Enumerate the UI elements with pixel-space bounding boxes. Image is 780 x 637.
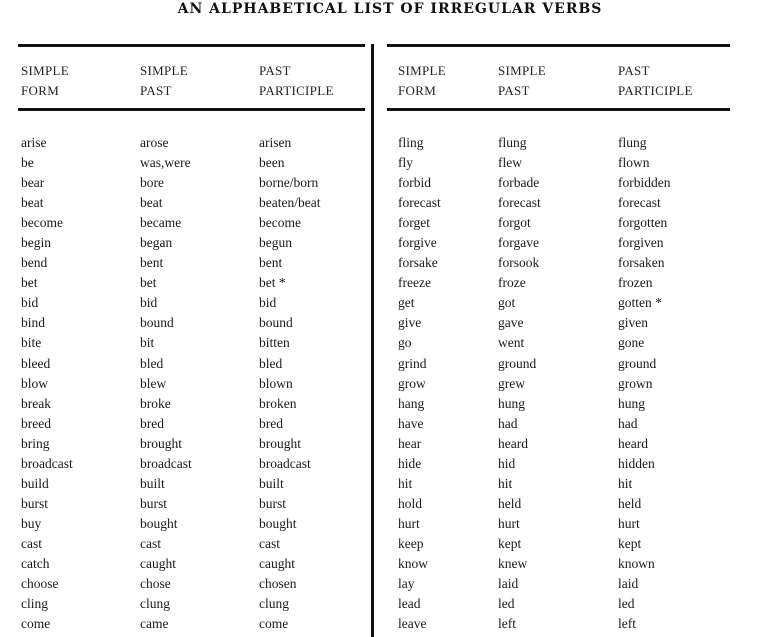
simple-form-cell: bring: [21, 435, 50, 451]
simple-form-cell: grind: [398, 355, 427, 371]
simple-form-cell: have: [398, 415, 424, 431]
simple-past-cell: flew: [498, 155, 522, 171]
table-row: [387, 213, 730, 233]
past-participle-cell: forgiven: [618, 235, 664, 251]
past-participle-cell: bound: [259, 315, 293, 331]
past-participle-cell: chosen: [259, 576, 297, 592]
simple-form-cell: catch: [21, 555, 50, 571]
simple-form-cell: bend: [21, 255, 48, 271]
table-row: [18, 354, 365, 374]
past-participle-cell: blown: [259, 375, 293, 391]
simple-form-cell: burst: [21, 495, 48, 511]
simple-form-cell: fling: [398, 135, 424, 150]
past-participle-cell: frozen: [618, 275, 653, 291]
simple-past-cell: burst: [140, 495, 167, 511]
past-participle-cell: cast: [259, 535, 280, 551]
simple-form-cell: get: [398, 295, 415, 311]
simple-past-cell: hurt: [498, 515, 520, 531]
past-participle-cell: gotten *: [618, 295, 662, 311]
header-line: SIMPLE: [498, 63, 547, 78]
past-participle-cell: bought: [259, 515, 297, 531]
simple-form-cell: give: [398, 315, 422, 331]
past-participle-cell: forbidden: [618, 175, 671, 191]
simple-past-cell: gave: [498, 315, 524, 331]
past-participle-cell: hidden: [618, 455, 655, 471]
header-line: SIMPLE: [140, 63, 189, 78]
simple-form-cell: keep: [398, 535, 424, 551]
table-row: [387, 253, 730, 273]
past-participle-cell: laid: [618, 576, 639, 592]
past-participle-cell: bred: [259, 415, 283, 431]
past-participle-cell: become: [259, 215, 301, 231]
simple-past-cell: became: [140, 215, 182, 231]
table-row: [18, 213, 365, 233]
past-participle-cell: burst: [259, 495, 286, 511]
simple-form-cell: blow: [21, 375, 48, 391]
past-participle-cell: forecast: [618, 195, 661, 211]
table-row: [18, 333, 365, 353]
simple-form-cell: become: [21, 215, 63, 231]
table-row: [18, 394, 365, 414]
past-participle-cell: begun: [259, 235, 292, 251]
simple-past-cell: bet: [140, 275, 157, 291]
simple-past-cell: arose: [140, 135, 169, 150]
simple-past-cell: began: [140, 235, 173, 251]
simple-past-cell: froze: [498, 275, 526, 291]
simple-form-cell: beat: [21, 195, 44, 211]
simple-past-cell: forgot: [498, 215, 531, 231]
past-participle-cell: hung: [618, 395, 645, 411]
table-row: [18, 534, 365, 554]
simple-past-cell: ground: [498, 355, 537, 371]
past-participle-cell: broken: [259, 395, 297, 411]
simple-form-cell: hold: [398, 495, 423, 511]
header-line: SIMPLE: [398, 63, 447, 78]
table-row: [18, 293, 365, 313]
header-past-participle: [259, 61, 334, 101]
past-participle-cell: given: [618, 315, 648, 331]
header-past-participle: [618, 61, 693, 101]
table-row: [387, 193, 730, 213]
simple-past-cell: caught: [140, 555, 176, 571]
simple-past-cell: bore: [140, 175, 164, 191]
past-participle-cell: ground: [618, 355, 657, 371]
past-participle-cell: brought: [259, 435, 301, 451]
header-line: FORM: [398, 83, 437, 98]
header-line: PARTICIPLE: [618, 83, 693, 98]
past-participle-cell: bid: [259, 295, 277, 311]
simple-form-cell: go: [398, 335, 412, 351]
past-participle-cell: bitten: [259, 335, 290, 351]
top-rule: [18, 44, 365, 47]
past-participle-cell: clung: [259, 596, 289, 612]
simple-form-cell: cast: [21, 535, 42, 551]
table-row: [18, 233, 365, 253]
simple-past-cell: bit: [140, 335, 155, 351]
past-participle-cell: built: [259, 475, 284, 491]
header-line: PAST: [498, 83, 530, 98]
past-participle-cell: forgotten: [618, 215, 668, 231]
simple-form-cell: leave: [398, 616, 427, 632]
simple-past-cell: hid: [498, 455, 516, 471]
past-participle-cell: bent: [259, 255, 283, 271]
table-row: [18, 193, 365, 213]
simple-past-cell: bent: [140, 255, 164, 271]
simple-form-cell: freeze: [398, 275, 431, 291]
past-participle-cell: known: [618, 555, 655, 571]
table-row: [18, 554, 365, 574]
simple-past-cell: held: [498, 495, 522, 511]
header-line: SIMPLE: [21, 63, 70, 78]
simple-form-cell: bid: [21, 295, 39, 311]
simple-past-cell: laid: [498, 576, 519, 592]
simple-past-cell: had: [498, 415, 518, 431]
table-row: [18, 313, 365, 333]
header-rule: [387, 108, 730, 111]
table-row: [18, 494, 365, 514]
simple-form-cell: bite: [21, 335, 42, 351]
simple-past-cell: clung: [140, 596, 170, 612]
simple-past-cell: left: [498, 616, 516, 632]
past-participle-cell: bet *: [259, 275, 286, 291]
simple-past-cell: chose: [140, 576, 171, 592]
page-title: AN ALPHABETICAL LIST OF IRREGULAR VERBS: [177, 1, 603, 17]
simple-form-cell: forsake: [398, 255, 438, 271]
table-row: [387, 474, 730, 494]
top-rule: [387, 44, 730, 47]
simple-form-cell: hang: [398, 395, 425, 411]
simple-form-cell: lay: [398, 576, 415, 592]
simple-past-cell: bled: [140, 355, 164, 371]
header-rule: [18, 108, 365, 111]
simple-form-cell: forbid: [398, 175, 431, 191]
past-participle-cell: forsaken: [618, 255, 665, 271]
table-row: [387, 394, 730, 414]
simple-form-cell: choose: [21, 576, 59, 592]
table-row: [18, 514, 365, 534]
simple-form-cell: arise: [21, 135, 47, 150]
simple-form-cell: cling: [21, 596, 48, 612]
past-participle-cell: caught: [259, 555, 295, 571]
simple-past-cell: bred: [140, 415, 164, 431]
table-row: [18, 374, 365, 394]
simple-past-cell: grew: [498, 375, 525, 391]
simple-form-cell: bind: [21, 315, 46, 331]
table-row: [18, 434, 365, 454]
simple-past-cell: bid: [140, 295, 158, 311]
table-row: [387, 514, 730, 534]
table-row: [387, 273, 730, 293]
simple-form-cell: hurt: [398, 515, 420, 531]
simple-form-cell: broadcast: [21, 455, 73, 471]
past-participle-cell: come: [259, 616, 289, 632]
simple-past-cell: beat: [140, 195, 163, 211]
simple-form-cell: be: [21, 155, 34, 171]
simple-form-cell: begin: [21, 235, 51, 251]
past-participle-cell: arisen: [259, 135, 292, 150]
simple-past-cell: bought: [140, 515, 178, 531]
simple-past-cell: got: [498, 295, 516, 311]
simple-past-cell: bound: [140, 315, 174, 331]
table-row: [387, 614, 730, 634]
simple-past-cell: was,were: [140, 155, 191, 171]
simple-past-cell: cast: [140, 535, 161, 551]
simple-form-cell: build: [21, 475, 49, 491]
past-participle-cell: kept: [618, 535, 642, 551]
simple-past-cell: brought: [140, 435, 182, 451]
verb-rows: [387, 133, 730, 634]
table-row: [18, 614, 365, 634]
past-participle-cell: hit: [618, 475, 633, 491]
table-row: [18, 574, 365, 594]
past-participle-cell: been: [259, 155, 285, 171]
past-participle-cell: grown: [618, 375, 653, 391]
header-line: PAST: [259, 63, 291, 78]
past-participle-cell: bled: [259, 355, 283, 371]
table-row: [387, 133, 730, 153]
simple-past-cell: forbade: [498, 175, 540, 191]
table-row: [387, 434, 730, 454]
simple-past-cell: hit: [498, 475, 513, 491]
past-participle-cell: hurt: [618, 515, 640, 531]
simple-past-cell: hung: [498, 395, 525, 411]
table-row: [387, 554, 730, 574]
past-participle-cell: beaten/beat: [259, 195, 321, 211]
table-row: [387, 494, 730, 514]
past-participle-cell: held: [618, 495, 642, 511]
simple-form-cell: bear: [21, 175, 45, 191]
header-simple-form: [21, 61, 69, 101]
simple-form-cell: bet: [21, 275, 38, 291]
table-row: [387, 153, 730, 173]
header-line: PAST: [618, 63, 650, 78]
simple-form-cell: hit: [398, 475, 413, 491]
simple-past-cell: broadcast: [140, 455, 192, 471]
table-row: [387, 454, 730, 474]
past-participle-cell: broadcast: [259, 455, 311, 471]
simple-form-cell: hide: [398, 455, 422, 471]
table-row: [387, 233, 730, 253]
past-participle-cell: borne/born: [259, 175, 319, 191]
table-row: [387, 534, 730, 554]
simple-past-cell: led: [498, 596, 515, 612]
simple-past-cell: heard: [498, 435, 528, 451]
table-row: [387, 313, 730, 333]
simple-past-cell: went: [498, 335, 525, 351]
header-line: PARTICIPLE: [259, 83, 334, 98]
past-participle-cell: gone: [618, 335, 645, 351]
header-line: FORM: [21, 83, 60, 98]
simple-form-cell: forgive: [398, 235, 437, 251]
verb-rows: [18, 133, 365, 634]
header-simple-past: [140, 61, 188, 101]
table-row: [18, 454, 365, 474]
simple-past-cell: built: [140, 475, 165, 491]
table-row: [18, 253, 365, 273]
simple-form-cell: forecast: [398, 195, 441, 211]
past-participle-cell: flung: [618, 135, 647, 150]
table-row: [387, 574, 730, 594]
table-row: [387, 333, 730, 353]
simple-form-cell: lead: [398, 596, 421, 612]
table-row: [387, 594, 730, 614]
simple-past-cell: knew: [498, 555, 528, 571]
table-row: [18, 414, 365, 434]
table-row: [387, 374, 730, 394]
past-participle-cell: flown: [618, 155, 650, 171]
simple-form-cell: forget: [398, 215, 430, 231]
simple-form-cell: fly: [398, 155, 413, 171]
simple-form-cell: know: [398, 555, 428, 571]
simple-form-cell: hear: [398, 435, 422, 451]
past-participle-cell: led: [618, 596, 635, 612]
past-participle-cell: had: [618, 415, 638, 431]
simple-past-cell: forgave: [498, 235, 539, 251]
simple-form-cell: break: [21, 395, 51, 411]
table-row: [387, 293, 730, 313]
past-participle-cell: left: [618, 616, 636, 632]
table-row: [18, 273, 365, 293]
past-participle-cell: heard: [618, 435, 648, 451]
table-row: [387, 173, 730, 193]
table-row: [18, 474, 365, 494]
simple-form-cell: grow: [398, 375, 426, 391]
table-row: [18, 173, 365, 193]
simple-form-cell: breed: [21, 415, 51, 431]
simple-past-cell: flung: [498, 135, 527, 150]
simple-form-cell: come: [21, 616, 51, 632]
table-row: [18, 594, 365, 614]
simple-past-cell: forecast: [498, 195, 541, 211]
simple-past-cell: kept: [498, 535, 522, 551]
simple-past-cell: forsook: [498, 255, 540, 271]
simple-past-cell: blew: [140, 375, 167, 391]
simple-past-cell: broke: [140, 395, 171, 411]
header-simple-past: [498, 61, 546, 101]
simple-past-cell: came: [140, 616, 169, 632]
simple-form-cell: bleed: [21, 355, 51, 371]
table-row: [18, 153, 365, 173]
table-row: [18, 133, 365, 153]
header-line: PAST: [140, 83, 172, 98]
simple-form-cell: buy: [21, 515, 42, 531]
column-divider: [371, 44, 374, 637]
header-simple-form: [398, 61, 446, 101]
table-row: [387, 414, 730, 434]
table-row: [387, 354, 730, 374]
